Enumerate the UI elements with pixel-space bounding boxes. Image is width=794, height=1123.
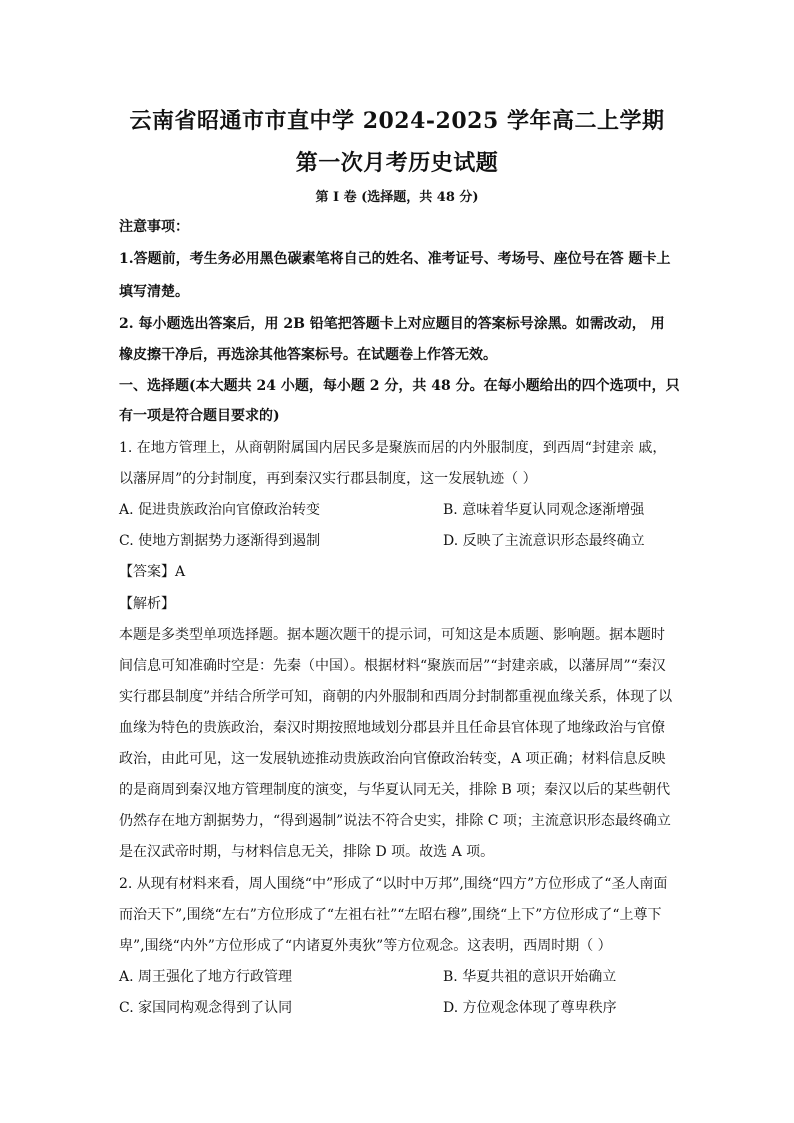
q1-analysis-line: 本题是多类型单项选择题。据本题次题干的提示词，可知这是本质题、影响题。据本题时 [119, 627, 665, 643]
q1-analysis-line: 的是商周到秦汉地方管理制度的演变，与华夏认同无关，排除 B 项；秦汉以后的某些朝代 [119, 782, 671, 798]
section1-heading-line2: 有一项是符合题目要求的) [119, 408, 280, 424]
q2-option-a: A. 周王强化了地方行政管理 [119, 969, 293, 985]
document-title-line1: 云南省昭通市市直中学 2024-2025 学年高二上学期 [129, 108, 665, 134]
q1-analysis-line: 间信息可知准确时空是：先秦（中国）。根据材料“聚族而居”“封建亲戚，以藩屏周”“秦汉 [119, 658, 666, 674]
q2-option-b: B. 华夏共祖的意识开始确立 [443, 969, 617, 985]
q1-option-d: D. 反映了主流意识形态最终确立 [443, 533, 645, 549]
q2-stem-line2: 而治天下”,围绕“左右”方位形成了“左祖右社”“左昭右穆”,围绕“上下”方位形成了“上尊下 [119, 907, 662, 923]
notes-item2-line2: 橡皮擦干净后，再选涂其他答案标号。在试题卷上作答无效。 [119, 347, 497, 363]
notes-item2-line1: 2. 每小题选出答案后，用 2B 铅笔把答题卡上对应题目的答案标号涂黑。如需改动， 用 [119, 316, 665, 332]
q1-option-c: C. 使地方割据势力逐渐得到遏制 [119, 533, 321, 549]
q2-option-d: D. 方位观念体现了尊卑秩序 [443, 1000, 617, 1016]
notes-heading: 注意事项： [119, 219, 189, 235]
q1-stem-line1: 1. 在地方管理上，从商朝附属国内居民多是聚族而居的内外服制度，到西周“封建亲 戚， [119, 440, 667, 456]
q1-option-a: A. 促进贵族政治向官僚政治转变 [119, 502, 321, 518]
q2-option-c: C. 家国同构观念得到了认同 [119, 1000, 293, 1016]
notes-item1-line2: 填写清楚。 [119, 284, 189, 300]
q1-answer: 【答案】A [119, 564, 186, 580]
q2-stem-line1: 2. 从现有材料来看，周人围绕“中”形成了“以时中万邦”,围绕“四方”方位形成了“圣人南面 [119, 876, 668, 892]
notes-item1-line1: 1.答题前，考生务必用黑色碳素笔将自己的姓名、准考证号、考场号、座位号在答 题卡上 [119, 251, 671, 267]
q1-option-b: B. 意味着华夏认同观念逐渐增强 [443, 502, 645, 518]
q1-analysis-line: 仍然存在地方割据势力，“得到遏制”说法不符合史实，排除 C 项；主流意识形态最终确立 [119, 813, 671, 829]
volume-subtitle: 第 I 卷 (选择题，共 48 分) [315, 190, 479, 205]
q1-analysis-line: 政治，由此可见，这一发展轨迹推动贵族政治向官僚政治转变，A 项正确；材料信息反映 [119, 751, 666, 767]
q1-analysis-line: 是在汉武帝时期，与材料信息无关，排除 D 项。故选 A 项。 [119, 844, 495, 860]
q2-stem-line3: 卑”,围绕“内外”方位形成了“内诸夏外夷狄”等方位观念。这表明，西周时期（ ） [119, 938, 612, 954]
document-title-line2: 第一次月考历史试题 [295, 150, 499, 176]
q1-stem-line2: 以藩屏周”的分封制度，再到秦汉实行郡县制度，这一发展轨迹（ ） [119, 471, 537, 487]
section1-heading-line1: 一、选择题(本大题共 24 小题，每小题 2 分，共 48 分。在每小题给出的四个选项中，只 [119, 378, 680, 394]
q1-analysis-line: 实行郡县制度”并结合所学可知，商朝的内外服制和西周分封制都重视血缘关系，体现了以 [119, 689, 673, 705]
q1-analysis-label: 【解析】 [119, 596, 175, 612]
q1-analysis-line: 血缘为特色的贵族政治，秦汉时期按照地域划分郡县并且任命县官体现了地缘政治与官僚 [119, 720, 665, 736]
